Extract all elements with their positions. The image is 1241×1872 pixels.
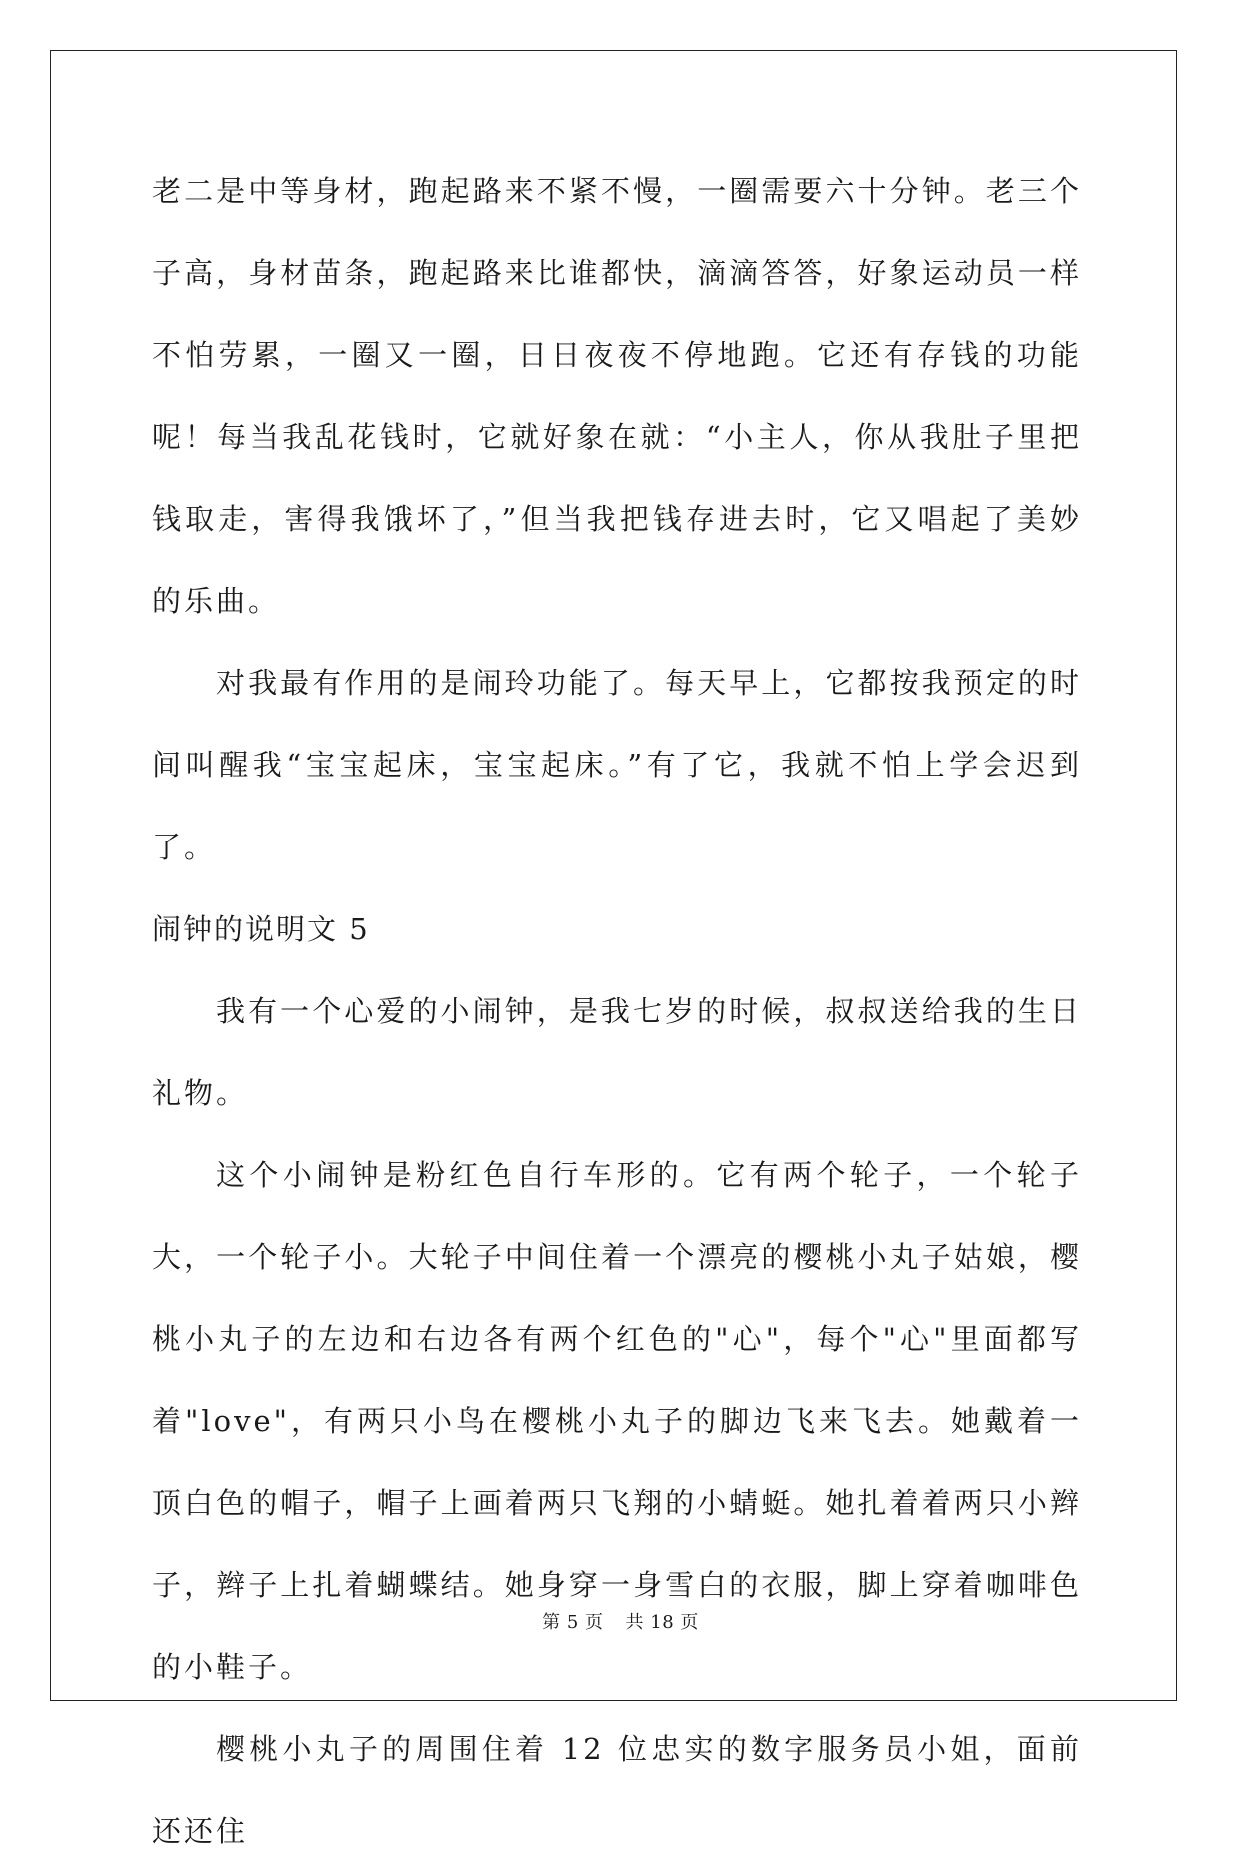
page-number: 第 5 页 bbox=[542, 1612, 604, 1633]
paragraph-1: 老二是中等身材，跑起路来不紧不慢，一圈需要六十分钟。老三个子高，身材苗条，跑起路来比谁都快，滴滴答答，好象运动员一样不怕劳累，一圈又一圈，日日夜夜不停地跑。它还有存钱的功能呢！每当我乱花钱时，它就好象在就：“小主人，你从我肚子里把钱取走，害得我饿坏了，”但当我把钱存进去时，它又唱起了美妙的乐曲。 bbox=[152, 174, 1082, 618]
paragraph-2: 对我最有作用的是闹玲功能了。每天早上，它都按我预定的时间叫醒我“宝宝起床，宝宝起床。”有了它，我就不怕上学会迟到了。 bbox=[152, 666, 1082, 864]
paragraph-4: 这个小闹钟是粉红色自行车形的。它有两个轮子，一个轮子大，一个轮子小。大轮子中间住着一个漂亮的樱桃小丸子姑娘，樱桃小丸子的左边和右边各有两个红色的"心"，每个"心"里面都写着"love"，有两只小鸟在樱桃小丸子的脚边飞来飞去。她戴着一顶白色的帽子，帽子上画着两只飞翔的小蜻蜓。她扎着着两只小辫子，辫子上扎着蝴蝶结。她身穿一身雪白的衣服，脚上穿着咖啡色的小鞋子。 bbox=[152, 1158, 1082, 1684]
page-total: 共 18 页 bbox=[625, 1612, 699, 1633]
paragraph-5: 樱桃小丸子的周围住着 12 位忠实的数字服务员小姐，面前还还住 bbox=[152, 1732, 1082, 1848]
paragraph-3: 我有一个心爱的小闹钟，是我七岁的时候，叔叔送给我的生日礼物。 bbox=[152, 994, 1082, 1110]
section-heading: 闹钟的说明文 5 bbox=[152, 912, 370, 946]
page-footer bbox=[0, 1608, 1241, 1634]
